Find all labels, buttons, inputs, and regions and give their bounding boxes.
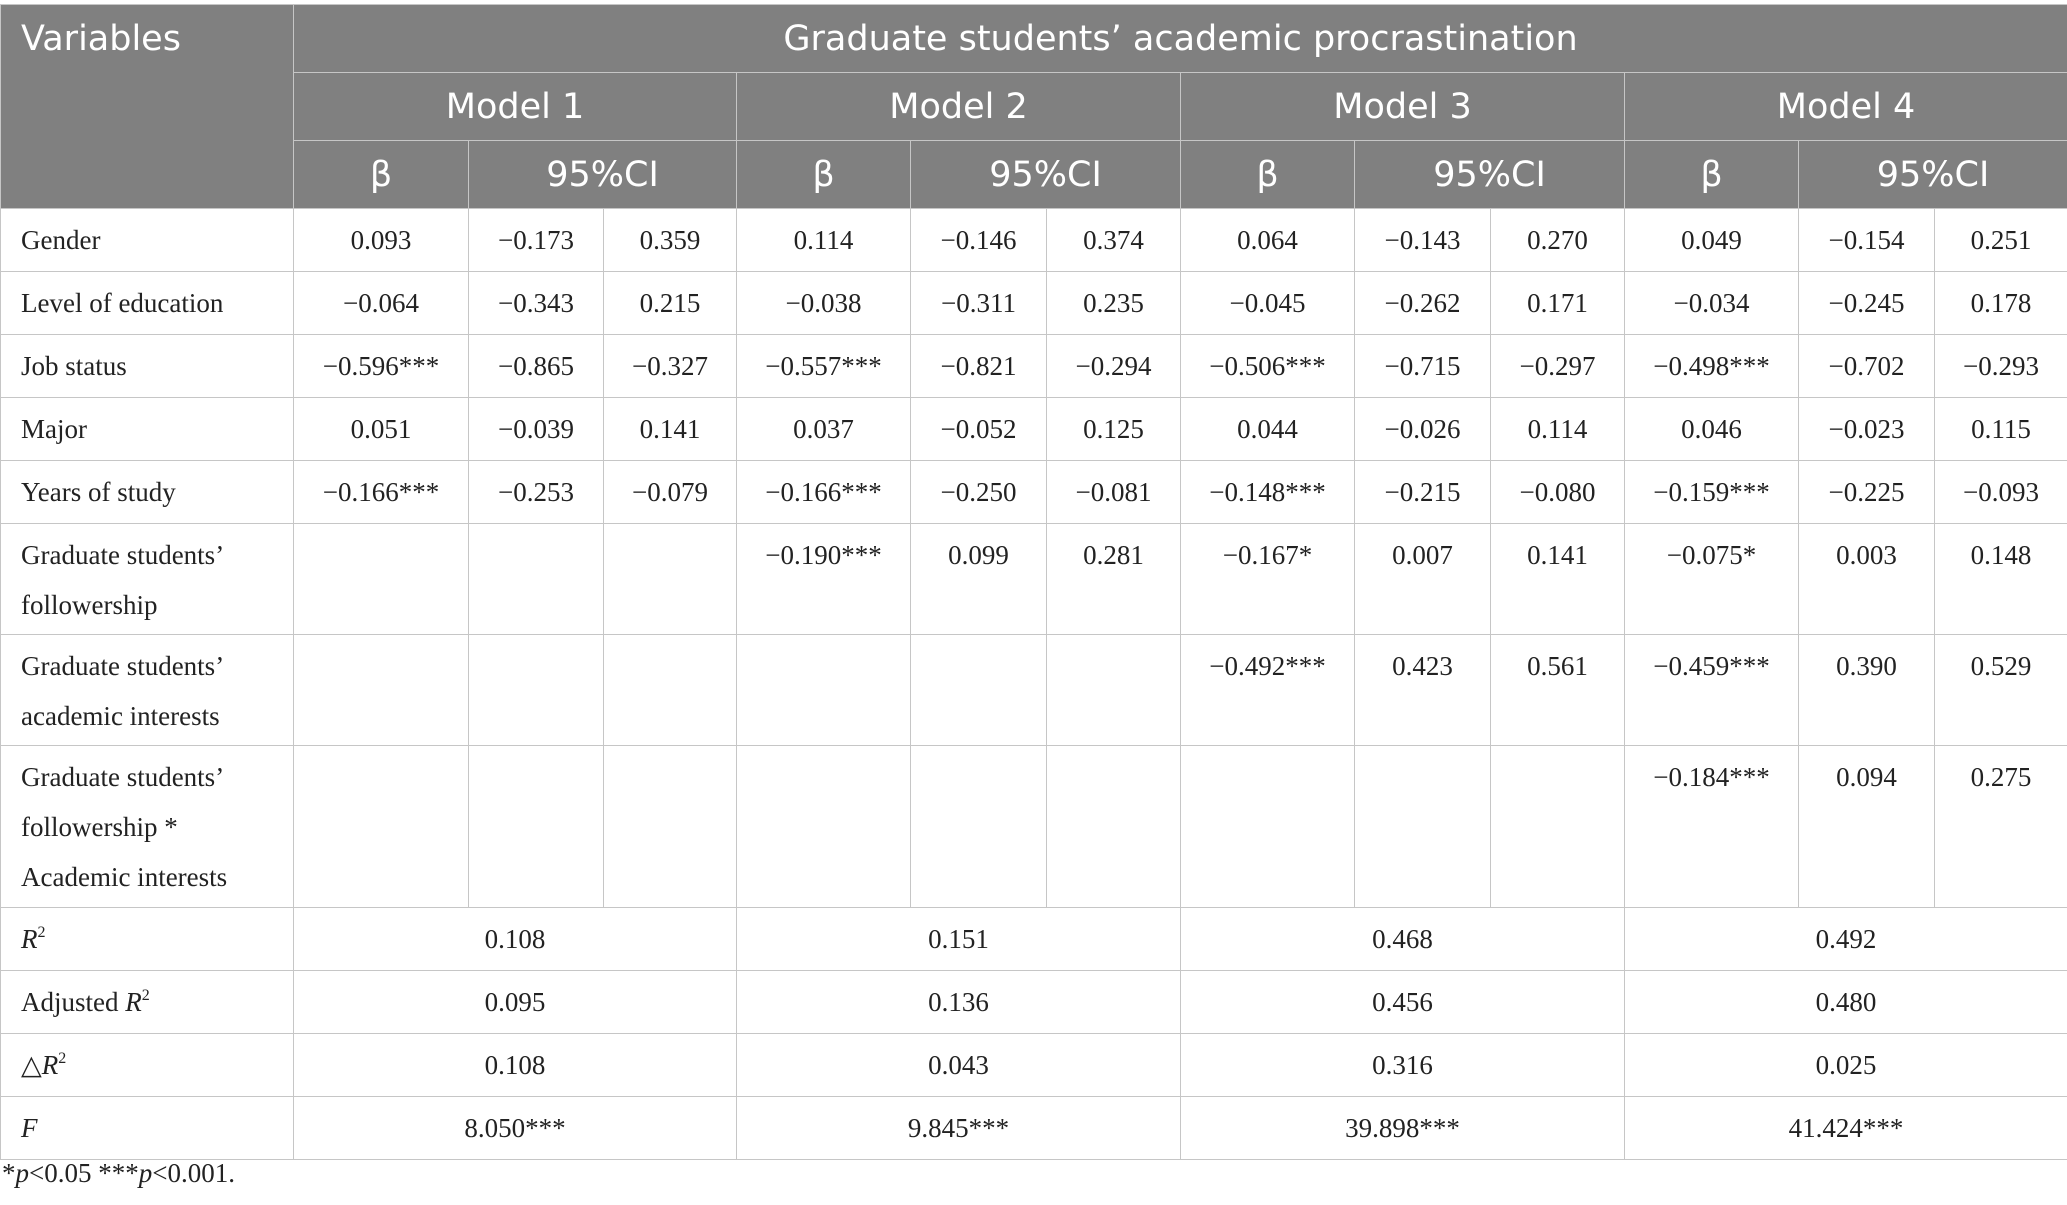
header-row-stats — [1, 141, 2067, 209]
table-cell: 0.374 — [1047, 209, 1181, 272]
summary-label — [1, 908, 294, 971]
summary-label-superscript: 2 — [141, 987, 150, 1004]
model-1-header: Model 1 — [294, 73, 737, 141]
table-cell: −0.173 — [469, 209, 604, 272]
summary-label — [1, 1034, 294, 1097]
table-cell — [604, 524, 737, 635]
beta-header: β — [1625, 141, 1799, 209]
table-cell: 0.064 — [1181, 209, 1355, 272]
table-cell — [604, 746, 737, 908]
summary-label — [1, 1097, 294, 1160]
table-cell: −0.215 — [1355, 461, 1491, 524]
table-cell: −0.821 — [911, 335, 1047, 398]
summary-value: 8.050*** — [294, 1097, 737, 1160]
footnote-threshold-2: <0.001. — [152, 1158, 235, 1188]
row-label-line: Academic interests — [21, 862, 228, 892]
model-4-header: Model 4 — [1625, 73, 2067, 141]
summary-value: 0.136 — [737, 971, 1181, 1034]
summary-row — [1, 1034, 2067, 1097]
table-cell: −0.459*** — [1625, 635, 1799, 746]
table-cell: 0.171 — [1491, 272, 1625, 335]
row-label-line: academic interests — [21, 701, 220, 731]
table-cell: 0.529 — [1935, 635, 2067, 746]
table-cell: −0.294 — [1047, 335, 1181, 398]
summary-value: 0.108 — [294, 1034, 737, 1097]
row-label — [1, 746, 294, 908]
table-cell: 0.094 — [1799, 746, 1935, 908]
table-cell: 0.390 — [1799, 635, 1935, 746]
table-cell: −0.079 — [604, 461, 737, 524]
model-2-header: Model 2 — [737, 73, 1181, 141]
table-body — [1, 209, 2067, 1160]
table-cell: −0.184*** — [1625, 746, 1799, 908]
table-cell — [1355, 746, 1491, 908]
table-cell: −0.166*** — [737, 461, 911, 524]
table-cell: −0.093 — [1935, 461, 2067, 524]
table-cell — [294, 635, 469, 746]
summary-label-symbol: R — [21, 924, 38, 954]
table-cell: −0.492*** — [1181, 635, 1355, 746]
table-cell: −0.262 — [1355, 272, 1491, 335]
table-cell: 0.215 — [604, 272, 737, 335]
summary-value: 0.043 — [737, 1034, 1181, 1097]
beta-header: β — [1181, 141, 1355, 209]
table-cell — [469, 746, 604, 908]
table-cell — [1047, 635, 1181, 746]
table-cell — [1491, 746, 1625, 908]
table-cell — [1047, 746, 1181, 908]
row-label-line: followership * — [21, 812, 178, 842]
table-row — [1, 398, 2067, 461]
summary-label-superscript: 2 — [37, 924, 46, 941]
summary-value: 41.424*** — [1625, 1097, 2067, 1160]
table-cell: 0.125 — [1047, 398, 1181, 461]
table-footnote — [2, 1158, 235, 1189]
table-cell: 0.423 — [1355, 635, 1491, 746]
row-label-line: Graduate students’ — [21, 762, 225, 792]
summary-value: 0.025 — [1625, 1034, 2067, 1097]
table-cell: −0.506*** — [1181, 335, 1355, 398]
table-cell: −0.026 — [1355, 398, 1491, 461]
table-row — [1, 209, 2067, 272]
summary-value: 0.316 — [1181, 1034, 1625, 1097]
table-cell: 0.281 — [1047, 524, 1181, 635]
table-cell: −0.023 — [1799, 398, 1935, 461]
table-cell: 0.270 — [1491, 209, 1625, 272]
table-cell: −0.327 — [604, 335, 737, 398]
ci-header: 95%CI — [469, 141, 737, 209]
footnote-p-symbol: p — [15, 1158, 29, 1188]
variables-header: Variables — [1, 5, 294, 209]
table-cell: 0.114 — [737, 209, 911, 272]
table-cell: 0.049 — [1625, 209, 1799, 272]
table-cell: −0.253 — [469, 461, 604, 524]
ci-header: 95%CI — [1799, 141, 2067, 209]
table-cell — [737, 746, 911, 908]
summary-label-prefix: △ — [21, 1050, 42, 1080]
table-cell: 0.115 — [1935, 398, 2067, 461]
table-cell — [469, 635, 604, 746]
table-cell: −0.052 — [911, 398, 1047, 461]
table-cell: 0.178 — [1935, 272, 2067, 335]
summary-value: 0.468 — [1181, 908, 1625, 971]
table-cell: −0.297 — [1491, 335, 1625, 398]
summary-value: 0.456 — [1181, 971, 1625, 1034]
regression-table — [0, 4, 2067, 1160]
table-cell: −0.039 — [469, 398, 604, 461]
table-cell: −0.064 — [294, 272, 469, 335]
regression-table-container — [0, 4, 2067, 1160]
summary-row — [1, 1097, 2067, 1160]
beta-header: β — [737, 141, 911, 209]
table-row — [1, 524, 2067, 635]
table-cell: 0.007 — [1355, 524, 1491, 635]
row-label — [1, 524, 294, 635]
footnote-p-symbol: p — [138, 1158, 153, 1188]
row-label: Gender — [1, 209, 294, 272]
summary-value: 9.845*** — [737, 1097, 1181, 1160]
table-cell: −0.167* — [1181, 524, 1355, 635]
summary-value: 0.108 — [294, 908, 737, 971]
table-cell: 0.235 — [1047, 272, 1181, 335]
table-cell: −0.075* — [1625, 524, 1799, 635]
summary-label-symbol: R — [41, 1050, 59, 1080]
table-cell — [469, 524, 604, 635]
footnote-star: * — [2, 1158, 16, 1188]
row-label-line: Graduate students’ — [21, 540, 225, 570]
table-cell: −0.080 — [1491, 461, 1625, 524]
summary-label-superscript: 2 — [58, 1050, 67, 1067]
ci-header: 95%CI — [911, 141, 1181, 209]
outcome-group-header: Graduate students’ academic procrastination — [294, 5, 2067, 73]
table-row — [1, 335, 2067, 398]
table-cell: −0.245 — [1799, 272, 1935, 335]
row-label: Major — [1, 398, 294, 461]
table-cell: 0.003 — [1799, 524, 1935, 635]
summary-label-prefix: Adjusted — [21, 987, 126, 1017]
table-cell: −0.146 — [911, 209, 1047, 272]
table-cell: 0.051 — [294, 398, 469, 461]
table-cell — [1181, 746, 1355, 908]
table-cell: −0.498*** — [1625, 335, 1799, 398]
table-header — [1, 5, 2067, 209]
table-cell: −0.865 — [469, 335, 604, 398]
header-row-group — [1, 5, 2067, 73]
summary-row — [1, 908, 2067, 971]
table-cell: −0.154 — [1799, 209, 1935, 272]
table-cell: 0.141 — [604, 398, 737, 461]
table-cell: −0.702 — [1799, 335, 1935, 398]
table-cell: −0.166*** — [294, 461, 469, 524]
summary-value: 39.898*** — [1181, 1097, 1625, 1160]
summary-label-symbol: F — [21, 1113, 38, 1143]
table-row — [1, 272, 2067, 335]
table-cell: −0.148*** — [1181, 461, 1355, 524]
table-cell: 0.044 — [1181, 398, 1355, 461]
footnote-threshold-1: <0.05 *** — [29, 1158, 139, 1188]
table-cell — [604, 635, 737, 746]
beta-header: β — [294, 141, 469, 209]
table-cell: 0.251 — [1935, 209, 2067, 272]
table-cell: −0.293 — [1935, 335, 2067, 398]
table-cell: −0.343 — [469, 272, 604, 335]
table-cell: −0.190*** — [737, 524, 911, 635]
table-cell — [911, 635, 1047, 746]
table-cell: −0.081 — [1047, 461, 1181, 524]
table-cell: 0.148 — [1935, 524, 2067, 635]
table-cell: 0.359 — [604, 209, 737, 272]
table-cell — [294, 524, 469, 635]
table-cell: 0.037 — [737, 398, 911, 461]
table-cell: −0.250 — [911, 461, 1047, 524]
header-row-models — [1, 73, 2067, 141]
table-cell: −0.159*** — [1625, 461, 1799, 524]
table-cell: −0.715 — [1355, 335, 1491, 398]
summary-row — [1, 971, 2067, 1034]
table-cell: 0.561 — [1491, 635, 1625, 746]
table-row — [1, 635, 2067, 746]
table-cell: 0.275 — [1935, 746, 2067, 908]
table-cell: −0.557*** — [737, 335, 911, 398]
model-3-header: Model 3 — [1181, 73, 1625, 141]
table-cell: 0.093 — [294, 209, 469, 272]
table-cell: −0.038 — [737, 272, 911, 335]
row-label: Level of education — [1, 272, 294, 335]
table-cell: −0.596*** — [294, 335, 469, 398]
summary-value: 0.095 — [294, 971, 737, 1034]
summary-value: 0.492 — [1625, 908, 2067, 971]
summary-value: 0.151 — [737, 908, 1181, 971]
table-cell: 0.046 — [1625, 398, 1799, 461]
table-cell: −0.034 — [1625, 272, 1799, 335]
row-label: Job status — [1, 335, 294, 398]
table-cell: −0.045 — [1181, 272, 1355, 335]
row-label: Years of study — [1, 461, 294, 524]
row-label-line: Graduate students’ — [21, 651, 225, 681]
table-row — [1, 746, 2067, 908]
table-cell — [737, 635, 911, 746]
row-label-line: followership — [21, 590, 158, 620]
table-cell: −0.143 — [1355, 209, 1491, 272]
table-cell: −0.311 — [911, 272, 1047, 335]
table-cell: 0.099 — [911, 524, 1047, 635]
row-label — [1, 635, 294, 746]
table-cell: 0.141 — [1491, 524, 1625, 635]
summary-label — [1, 971, 294, 1034]
table-cell — [294, 746, 469, 908]
table-row — [1, 461, 2067, 524]
ci-header: 95%CI — [1355, 141, 1625, 209]
summary-value: 0.480 — [1625, 971, 2067, 1034]
summary-label-symbol: R — [125, 987, 142, 1017]
table-cell — [911, 746, 1047, 908]
table-cell: 0.114 — [1491, 398, 1625, 461]
table-cell: −0.225 — [1799, 461, 1935, 524]
